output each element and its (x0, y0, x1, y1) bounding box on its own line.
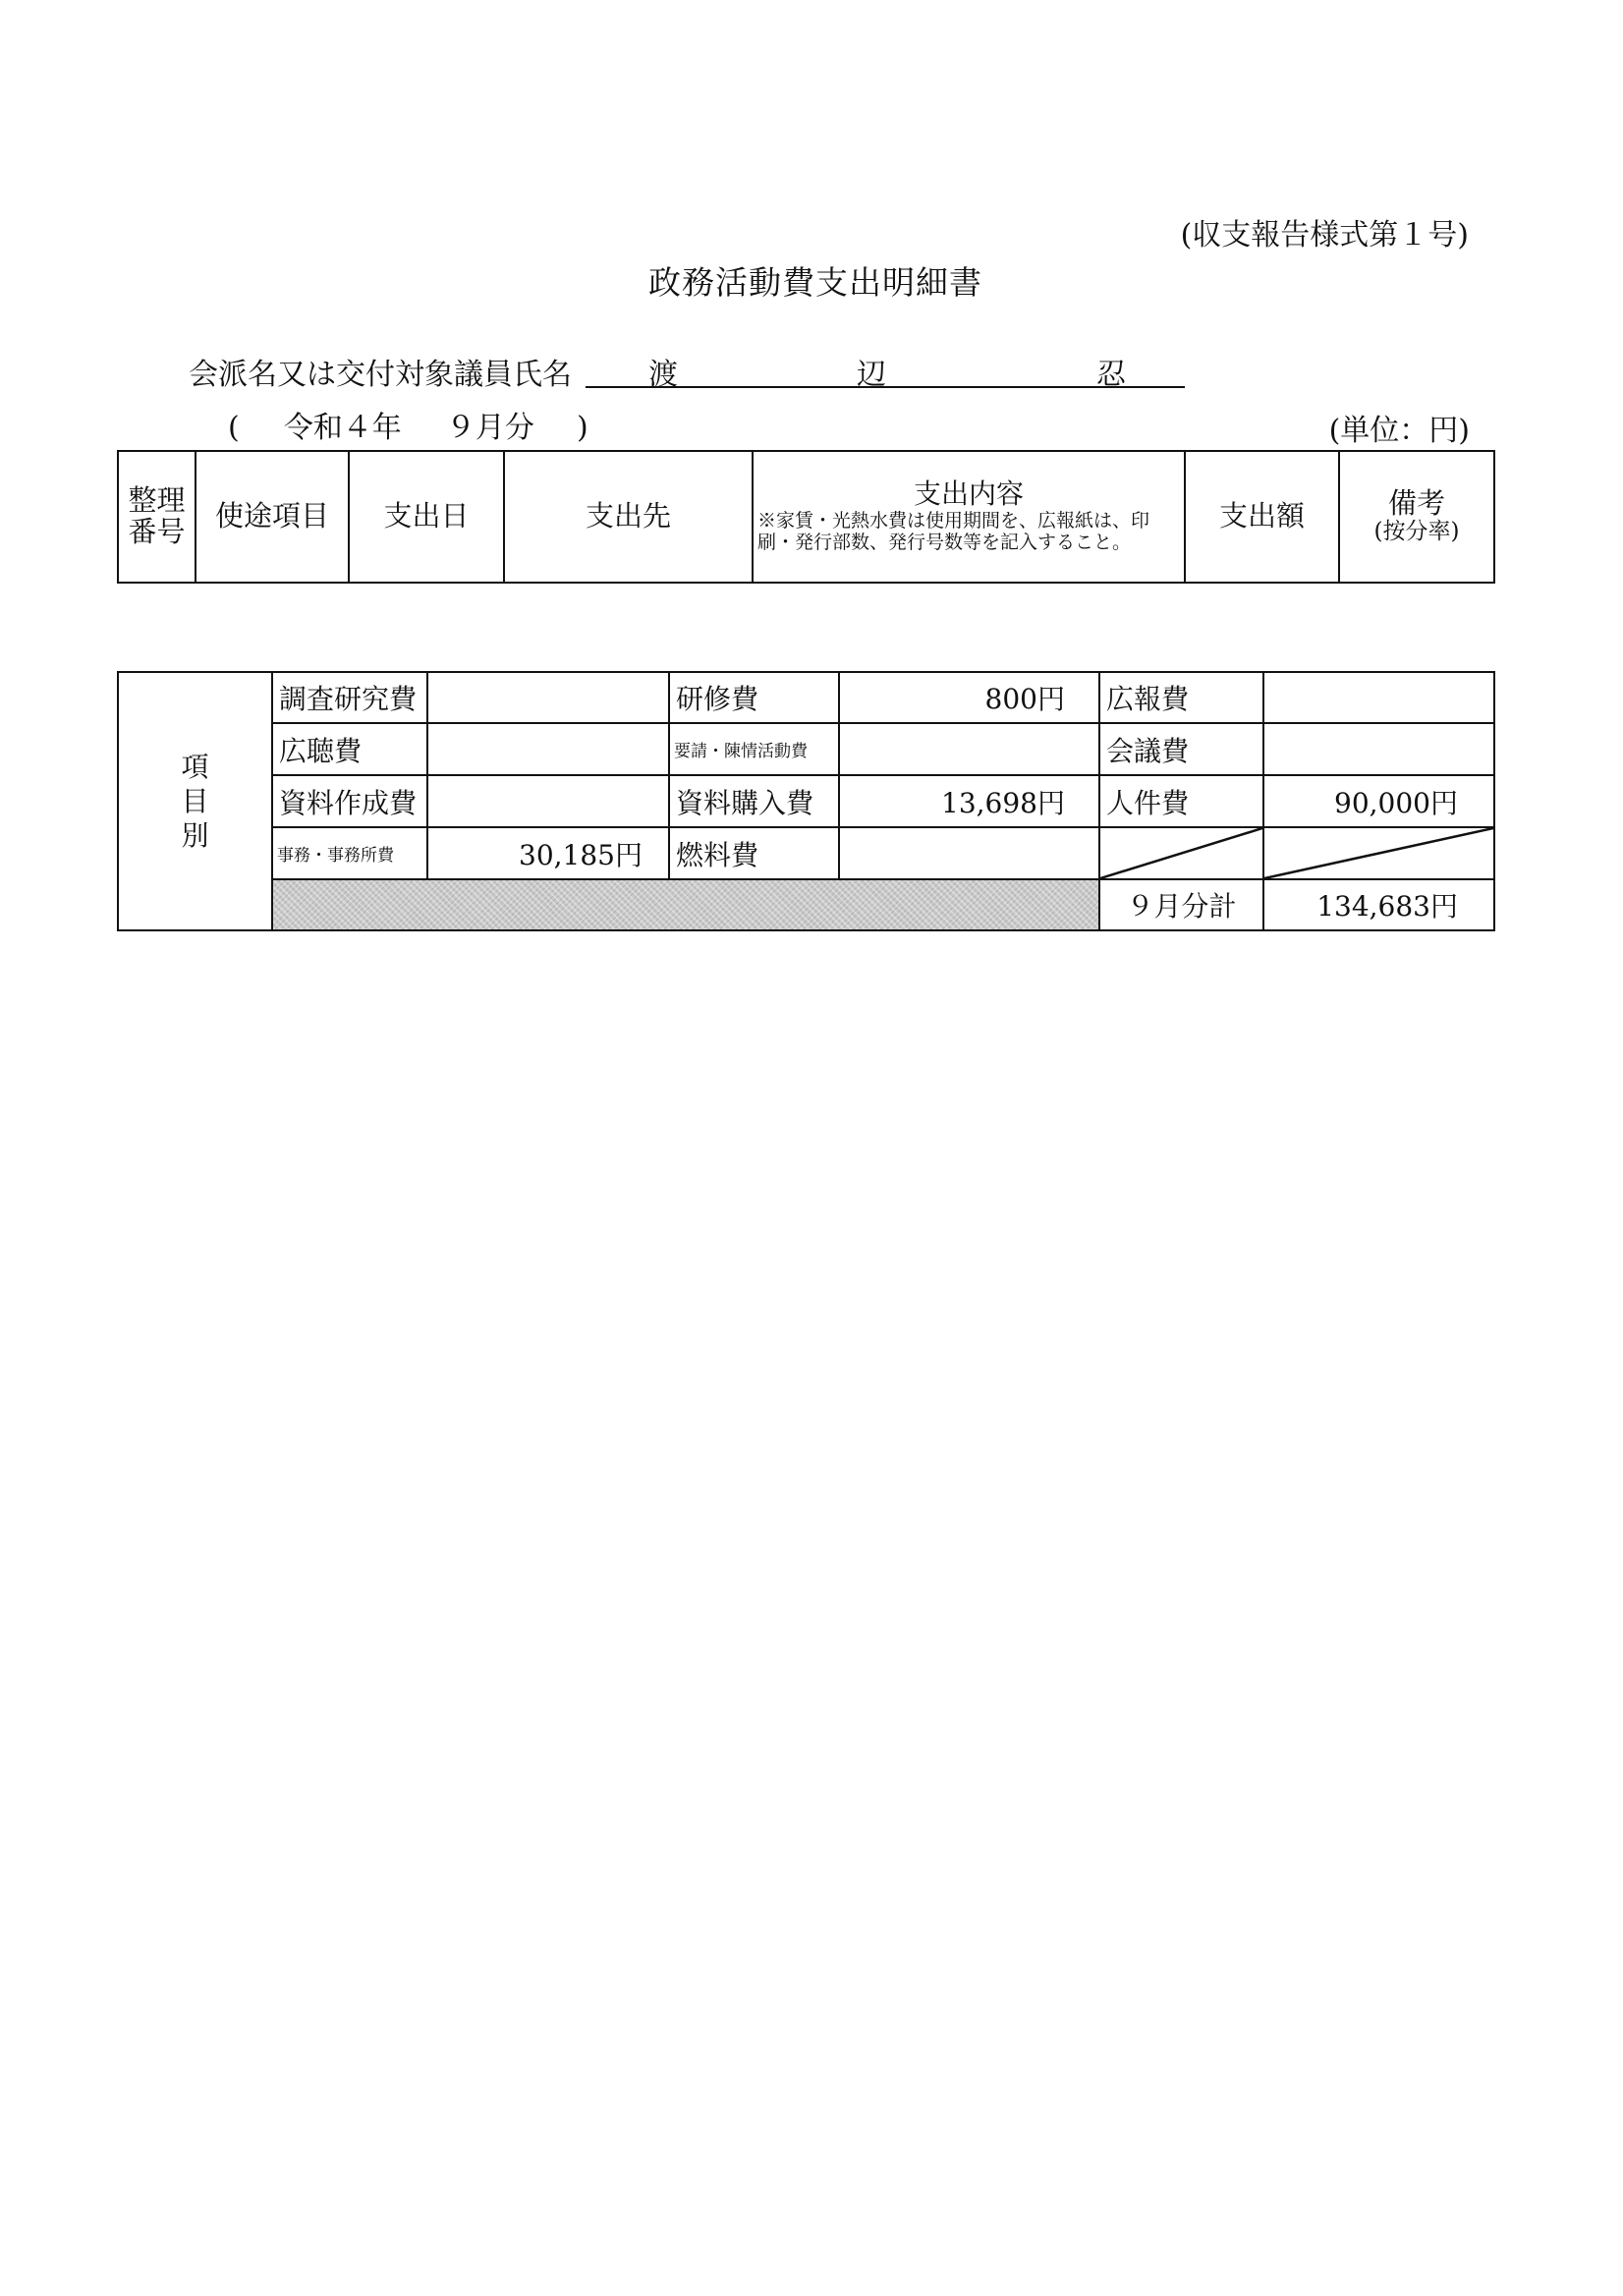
category-amount (427, 672, 669, 723)
month-total-value: 134,683円 (1263, 879, 1494, 930)
month-total-label: ９月分計 (1099, 879, 1263, 930)
category-amount (839, 827, 1099, 879)
member-name-part: 辺 (857, 358, 886, 392)
header-date: 支出日 (349, 451, 504, 583)
category-label: 調査研究費 (272, 672, 427, 723)
category-amount: 90,000円 (1263, 775, 1494, 827)
period-close-paren: ) (577, 411, 588, 445)
header-content-title: 支出内容 (913, 477, 1024, 511)
category-label: 会議費 (1099, 723, 1263, 775)
category-amount: 30,185円 (427, 827, 669, 879)
category-label: 広報費 (1099, 672, 1263, 723)
category-label: 燃料費 (669, 827, 839, 879)
period-month: ９月分 (445, 411, 534, 445)
category-label: 要請・陳情活動費 (669, 723, 839, 775)
category-amount: 800円 (839, 672, 1099, 723)
header-content (753, 451, 1185, 583)
summary-total-row (118, 879, 1494, 930)
category-amount (1263, 672, 1494, 723)
member-name-part: 渡 (648, 358, 678, 392)
category-amount (1263, 723, 1494, 775)
shaded-blank-area (272, 879, 1099, 930)
detail-header-row (118, 451, 1494, 583)
header-number: 整理 番号 (118, 451, 196, 583)
category-label: 事務・事務所費 (272, 827, 427, 879)
category-amount (839, 723, 1099, 775)
category-amount (427, 775, 669, 827)
category-label: 人件費 (1099, 775, 1263, 827)
category-label: 研修費 (669, 672, 839, 723)
category-amount (427, 723, 669, 775)
member-label: 会派名又は交付対象議員氏名 (189, 358, 572, 392)
unit-label: (単位：円) (1328, 414, 1470, 448)
summary-row (118, 827, 1494, 879)
summary-row (118, 672, 1494, 723)
category-label: 資料購入費 (669, 775, 839, 827)
expense-detail-table (117, 450, 1495, 584)
category-label: 広聴費 (272, 723, 427, 775)
header-amount: 支出額 (1185, 451, 1339, 583)
header-payee: 支出先 (504, 451, 753, 583)
period-line (228, 403, 588, 446)
diagonal-blank-cell (1263, 827, 1494, 879)
period-open-paren: ( (228, 411, 240, 445)
member-name-part: 忍 (1096, 358, 1126, 392)
period-era: 令和４年 (283, 411, 402, 445)
summary-row (118, 775, 1494, 827)
header-remarks-title: 備考 (1387, 486, 1445, 521)
header-content-note: ※家賃・光熱水費は使用期間を、広報紙は、印刷・発行部数、発行号数等を記入すること。 (757, 509, 1150, 554)
category-label: 資料作成費 (272, 775, 427, 827)
category-side-label: 項 目 別 (118, 672, 272, 930)
form-number: (収支報告様式第１号) (1180, 218, 1469, 252)
document-title: 政務活動費支出明細書 (648, 263, 982, 302)
header-remarks (1339, 451, 1494, 583)
header-remarks-sub: (按分率) (1373, 519, 1460, 545)
category-amount: 13,698円 (839, 775, 1099, 827)
diagonal-blank-cell (1099, 827, 1263, 879)
header-purpose: 使途項目 (196, 451, 349, 583)
summary-row (118, 723, 1494, 775)
category-summary-table (117, 671, 1495, 931)
